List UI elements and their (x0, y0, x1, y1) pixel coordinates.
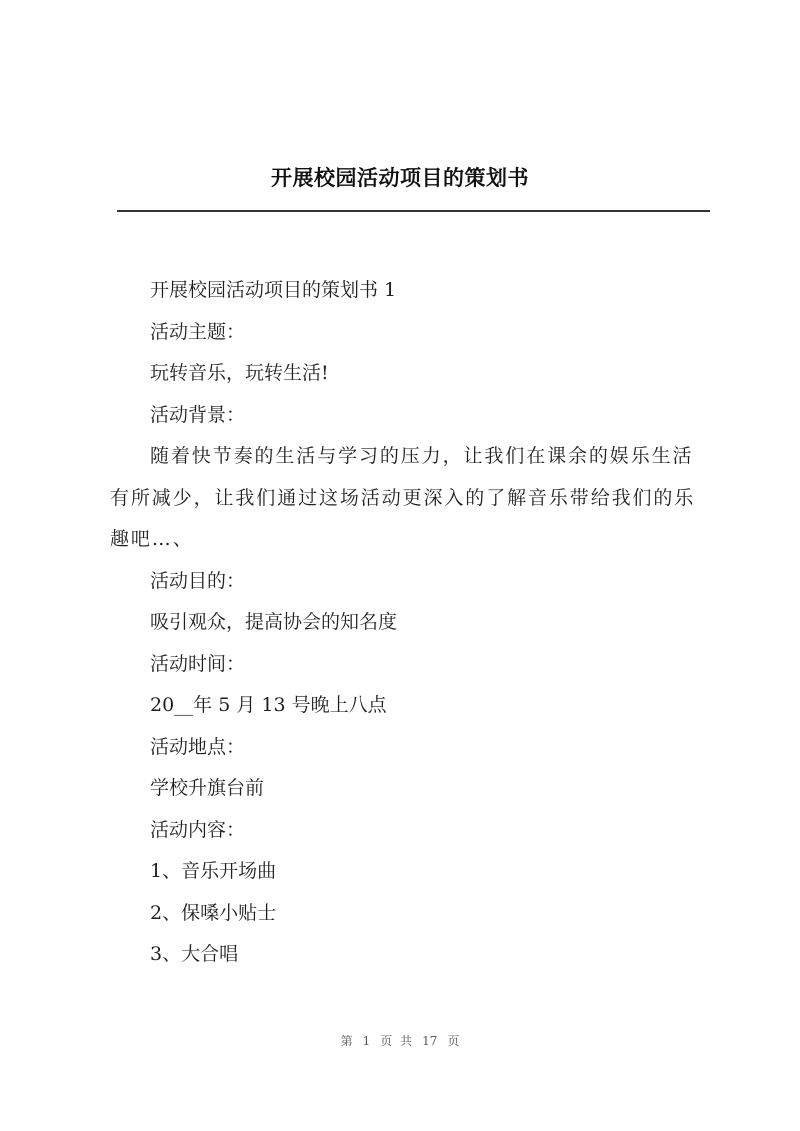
paragraph-theme-label: 活动主题： (150, 320, 246, 343)
paragraph-heading: 开展校园活动项目的策划书 1 (150, 279, 397, 301)
title-divider (117, 210, 710, 212)
list-item: 1、音乐开场曲 (150, 860, 277, 882)
paragraph-background: 随着快节奏的生活与学习的压力，让我们在课余的娱乐生活有所减少，让我们通过这场活动更深入的了解音乐带给我们的乐趣吧…、 (110, 445, 696, 550)
document-title: 开展校园活动项目的策划书 (271, 166, 529, 190)
document-body (110, 270, 710, 976)
paragraph-location: 学校升旗台前 (150, 777, 265, 799)
paragraph-purpose-label: 活动目的： (150, 569, 246, 592)
list-item: 2、保嗓小贴士 (150, 901, 277, 924)
paragraph-location-label: 活动地点： (150, 735, 246, 758)
paragraph-time: 20__年 5 月 13 号晚上八点 (150, 694, 387, 716)
paragraph-content-label: 活动内容： (150, 818, 246, 841)
paragraph-theme: 玩转音乐，玩转生活! (150, 362, 329, 384)
footer-page-suffix: 页 (447, 1034, 460, 1048)
footer-page-label: 第 (340, 1034, 353, 1048)
paragraph-time-label: 活动时间： (150, 652, 246, 675)
footer-page-number: 1 (362, 1034, 371, 1048)
footer-total-label: 页 共 (380, 1034, 413, 1048)
paragraph-purpose: 吸引观众，提高协会的知名度 (150, 611, 398, 633)
list-item: 3、大合唱 (150, 943, 239, 965)
footer-total-pages: 17 (422, 1034, 438, 1048)
paragraph-background-label: 活动背景： (150, 403, 246, 426)
page-footer (0, 1032, 800, 1049)
